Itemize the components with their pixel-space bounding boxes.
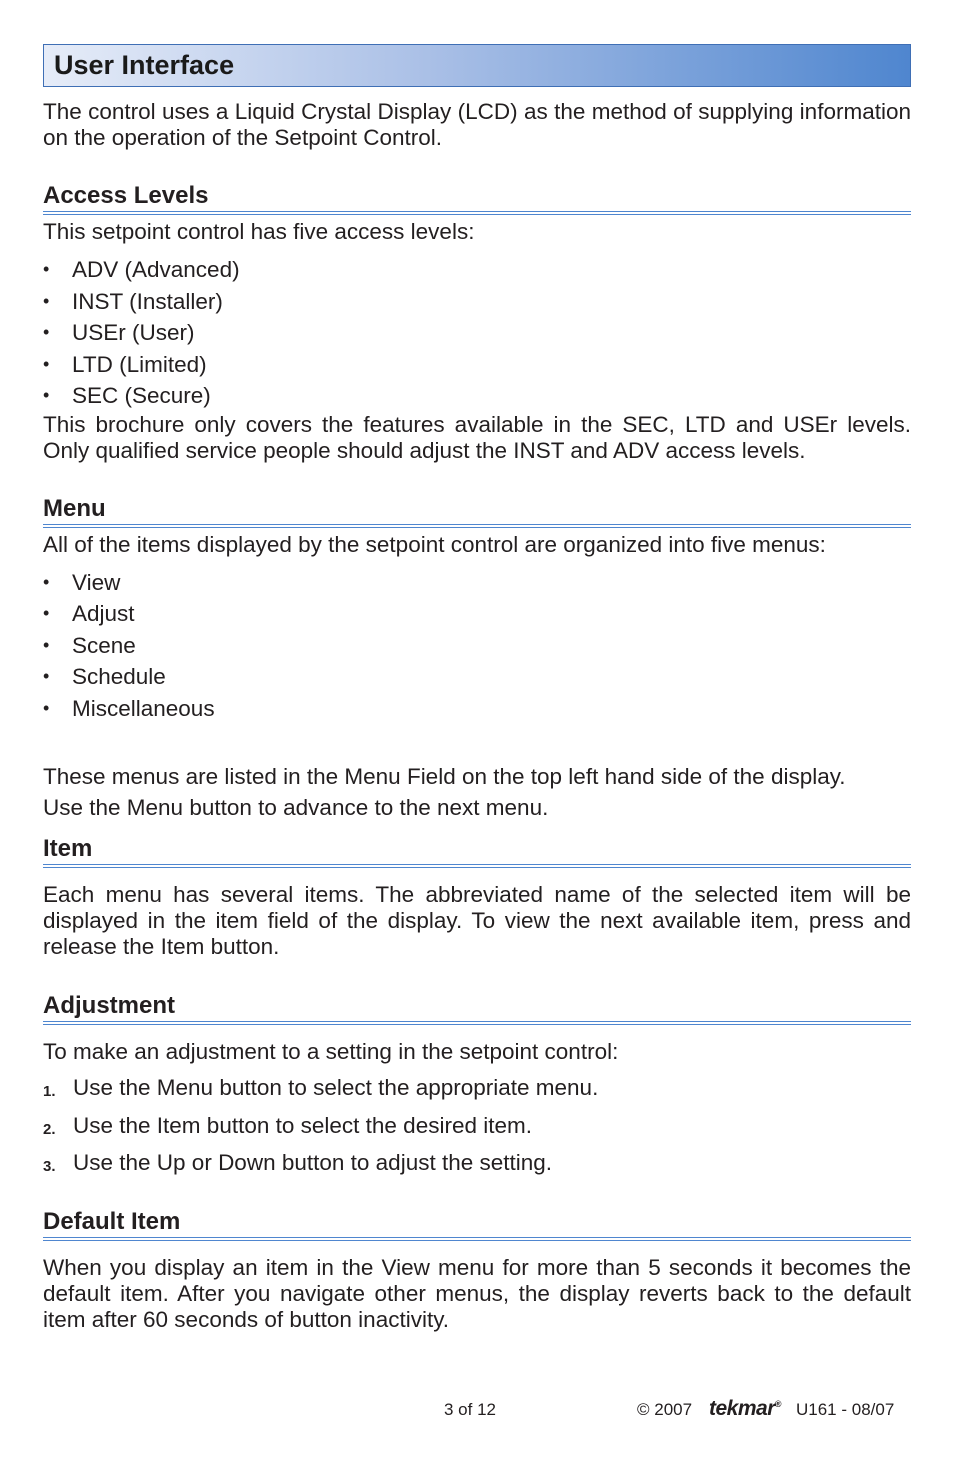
copyright: © 2007 <box>637 1400 693 1419</box>
page-content <box>43 44 911 1333</box>
default-item-heading: Default Item <box>43 1207 181 1235</box>
list-item: • Miscellaneous <box>43 693 911 725</box>
heading-rule <box>43 211 911 215</box>
list-item: • View <box>43 567 911 599</box>
step-item <box>43 1146 911 1184</box>
step-number: 3. <box>43 1158 56 1175</box>
adjustment-heading: Adjustment <box>43 992 175 1019</box>
heading-rule <box>43 864 911 868</box>
access-levels-lead: This setpoint control has five access levels: <box>43 219 475 244</box>
list-item: • Scene <box>43 630 911 662</box>
access-levels-heading: Access Levels <box>43 182 209 209</box>
list-item: • LTD (Limited) <box>43 349 911 381</box>
page-number: 3 of 12 <box>444 1400 496 1419</box>
registered-mark: ® <box>774 1399 782 1409</box>
menu-list <box>43 567 911 725</box>
intro-paragraph: The control uses a Liquid Crystal Display (LCD) as the method of supplying information on the operation of the Setpoint Control. <box>43 99 911 150</box>
list-item: • Adjust <box>43 598 911 630</box>
adjustment-lead: To make an adjustment to a setting in the setpoint control: <box>43 1039 619 1064</box>
list-item: • INST (Installer) <box>43 286 911 318</box>
list-item: • Schedule <box>43 661 911 693</box>
access-levels-note: This brochure only covers the features available in the SEC, LTD and USEr levels. Only qualified service people should adjust the INST and ADV access levels. <box>43 411 911 463</box>
heading-rule <box>43 1237 911 1241</box>
document-id: U161 - 08/07 <box>796 1400 895 1419</box>
access-levels-list <box>43 254 911 412</box>
item-paragraph: Each menu has several items. The abbreviated name of the selected item will be displayed in the item field of the display. To view the next available item, press and release the Item button. <box>43 882 911 959</box>
tekmar-logo <box>709 1397 781 1421</box>
heading-rule <box>43 1021 911 1025</box>
list-item: • ADV (Advanced) <box>43 254 911 286</box>
default-item-paragraph: When you display an item in the View menu for more than 5 seconds it becomes the default item. After you navigate other menus, the display reverts back to the default item after 60 seconds of button inactivity. <box>43 1254 911 1332</box>
menu-note-1: These menus are listed in the Menu Field on the top left hand side of the display. <box>43 764 846 789</box>
page-title: User Interface <box>54 50 235 80</box>
menu-lead: All of the items displayed by the setpoint control are organized into five menus: <box>43 531 826 557</box>
step-text: Use the Item button to select the desired item. <box>73 1112 532 1138</box>
list-item: • USEr (User) <box>43 317 911 349</box>
adjustment-steps <box>43 1071 911 1184</box>
menu-note-2: Use the Menu button to advance to the next menu. <box>43 795 549 820</box>
list-item: • SEC (Secure) <box>43 380 911 412</box>
menu-heading: Menu <box>43 494 106 522</box>
step-text: Use the Menu button to select the appropriate menu. <box>73 1075 599 1100</box>
page-footer <box>0 1398 954 1424</box>
brand-name: tekmar <box>709 1397 775 1420</box>
heading-rule <box>43 524 911 528</box>
section-title-bar <box>43 44 911 87</box>
step-number: 2. <box>43 1120 56 1138</box>
step-item <box>43 1109 911 1147</box>
step-text: Use the Up or Down button to adjust the setting. <box>73 1150 553 1175</box>
step-item <box>43 1071 911 1109</box>
item-heading: Item <box>43 835 93 862</box>
step-number: 1. <box>43 1083 56 1100</box>
